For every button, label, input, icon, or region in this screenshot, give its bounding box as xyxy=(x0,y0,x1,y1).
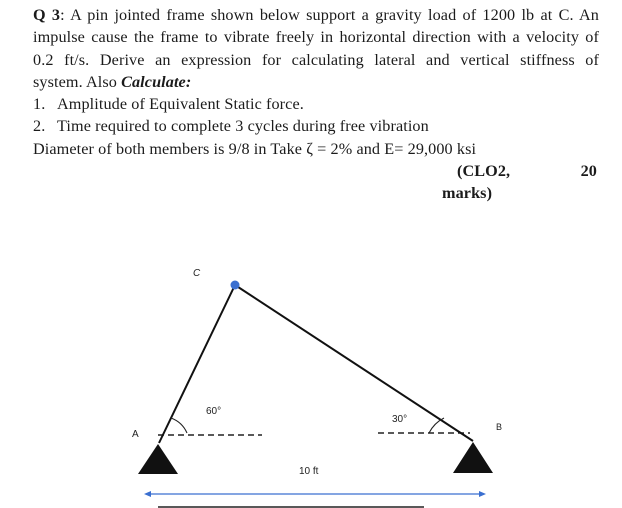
points-value: 20 xyxy=(580,162,597,181)
diameter-line: Diameter of both members is 9/8 in Take ζ = 2% and E= 29,000 ksi xyxy=(33,139,477,158)
list-item-text: Amplitude of Equivalent Static force. xyxy=(57,95,304,114)
question-line-3: 0.2 ft/s. Derive an expression for calculating lateral and vertical stiffness of xyxy=(33,50,599,69)
clo-label: (CLO2, xyxy=(457,162,511,181)
question-line-2: impulse cause the frame to vibrate freely in horizontal direction with a velocity of xyxy=(33,28,599,47)
dimension-arrow-left xyxy=(144,491,151,497)
list-item-number: 2. xyxy=(33,117,46,136)
support-b xyxy=(453,442,493,473)
support-a xyxy=(138,444,178,474)
marks-label: marks) xyxy=(442,184,493,203)
list-item-number: 1. xyxy=(33,95,46,114)
question-number: Q 3 xyxy=(33,6,61,24)
label-a: A xyxy=(132,429,139,440)
question-line-1-text: : A pin jointed frame shown below support a gravity load of 1200 lb at C. An xyxy=(60,6,599,24)
dimension-arrow-right xyxy=(479,491,486,497)
label-b: B xyxy=(496,422,503,432)
joint-c xyxy=(231,281,240,290)
list-item-text: Time required to complete 3 cycles during free vibration xyxy=(57,117,429,136)
angle-arc-a xyxy=(171,418,187,433)
label-c: C xyxy=(193,268,201,279)
span-label: 10 ft xyxy=(299,466,319,477)
angle-label-b: 30° xyxy=(392,414,408,425)
question-line-4-text: system. Also xyxy=(33,72,122,91)
calculate-heading: Calculate: xyxy=(121,72,192,91)
angle-label-a: 60° xyxy=(206,406,222,417)
member-cb xyxy=(235,285,473,441)
member-ac xyxy=(159,285,235,443)
